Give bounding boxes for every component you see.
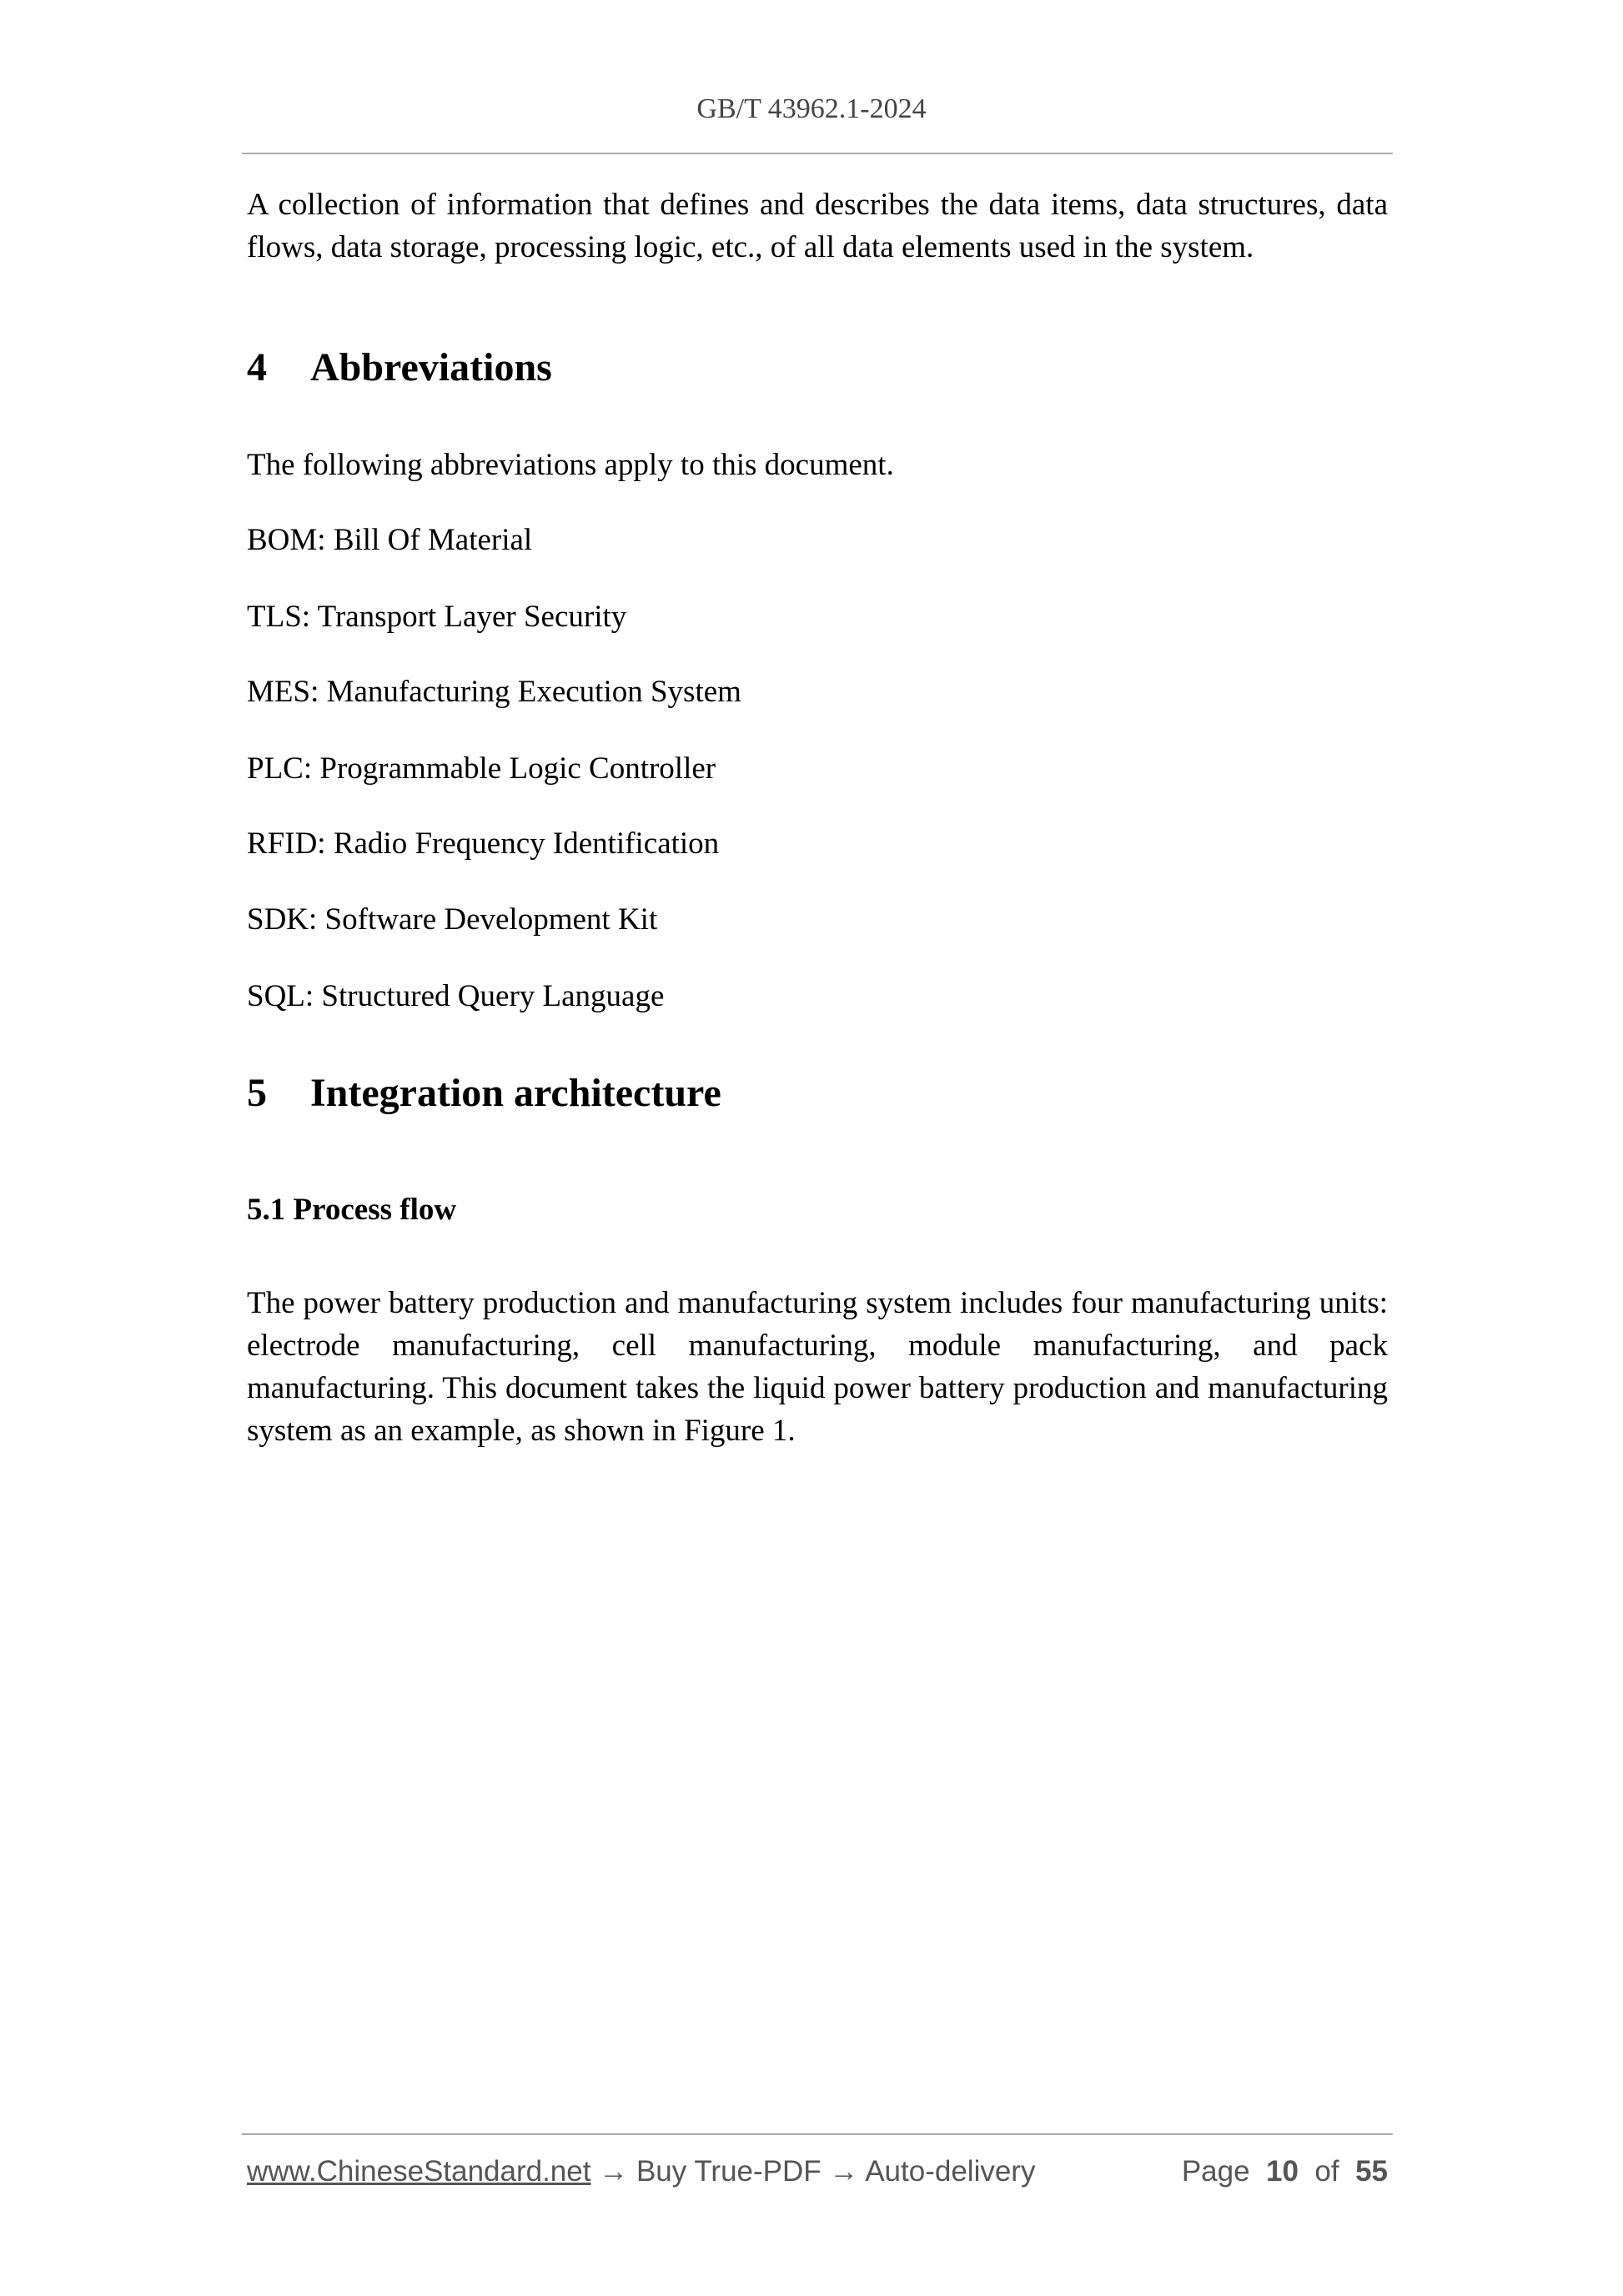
page-number	[1182, 2155, 1388, 2188]
buy-pdf-text: Buy True-PDF	[636, 2155, 822, 2188]
section-title: Abbreviations	[310, 345, 552, 389]
footer-divider	[242, 2133, 1393, 2135]
footer-promo	[247, 2155, 1035, 2188]
of-label: of	[1314, 2155, 1339, 2188]
abbreviation-item: PLC: Programmable Logic Controller	[247, 751, 716, 786]
subsection-5-1-heading: 5.1 Process flow	[247, 1193, 457, 1227]
current-page: 10	[1266, 2155, 1299, 2188]
section-4-heading	[247, 343, 552, 393]
document-header: GB/T 43962.1-2024	[696, 93, 927, 124]
section-number: 4	[247, 345, 267, 389]
arrow-right-icon: →	[599, 2155, 629, 2188]
process-flow-paragraph: The power battery production and manufacturing system includes four manufacturing units: electrode manufacturing, cell manufacturing, module manufacturing, and pack manufacturing. This document takes the liquid power battery production and manufacturing system as an example, as shown in Figure 1.	[247, 1286, 1388, 1448]
abbreviation-item: BOM: Bill Of Material	[247, 523, 533, 557]
abbreviation-item: RFID: Radio Frequency Identification	[247, 826, 720, 861]
section-5-heading	[247, 1068, 721, 1118]
total-pages: 55	[1355, 2155, 1388, 2188]
section-title: Integration architecture	[310, 1071, 721, 1115]
intro-paragraph: A collection of information that defines and describes the data items, data structures, data flows, data storage, processing logic, etc., of all data elements used in the system.	[247, 188, 1388, 264]
abbreviation-item: MES: Manufacturing Execution System	[247, 675, 741, 709]
section-number: 5	[247, 1071, 267, 1115]
website-link[interactable]: www.ChineseStandard.net	[247, 2155, 591, 2188]
header-divider	[242, 153, 1393, 154]
abbreviation-item: SQL: Structured Query Language	[247, 979, 665, 1013]
page-label: Page	[1181, 2155, 1250, 2188]
abbreviations-intro: The following abbreviations apply to this document.	[247, 448, 894, 482]
arrow-right-icon: →	[829, 2155, 859, 2188]
abbreviation-item: SDK: Software Development Kit	[247, 902, 658, 937]
abbreviation-item: TLS: Transport Layer Security	[247, 600, 627, 634]
auto-delivery-text: Auto-delivery	[865, 2155, 1036, 2188]
